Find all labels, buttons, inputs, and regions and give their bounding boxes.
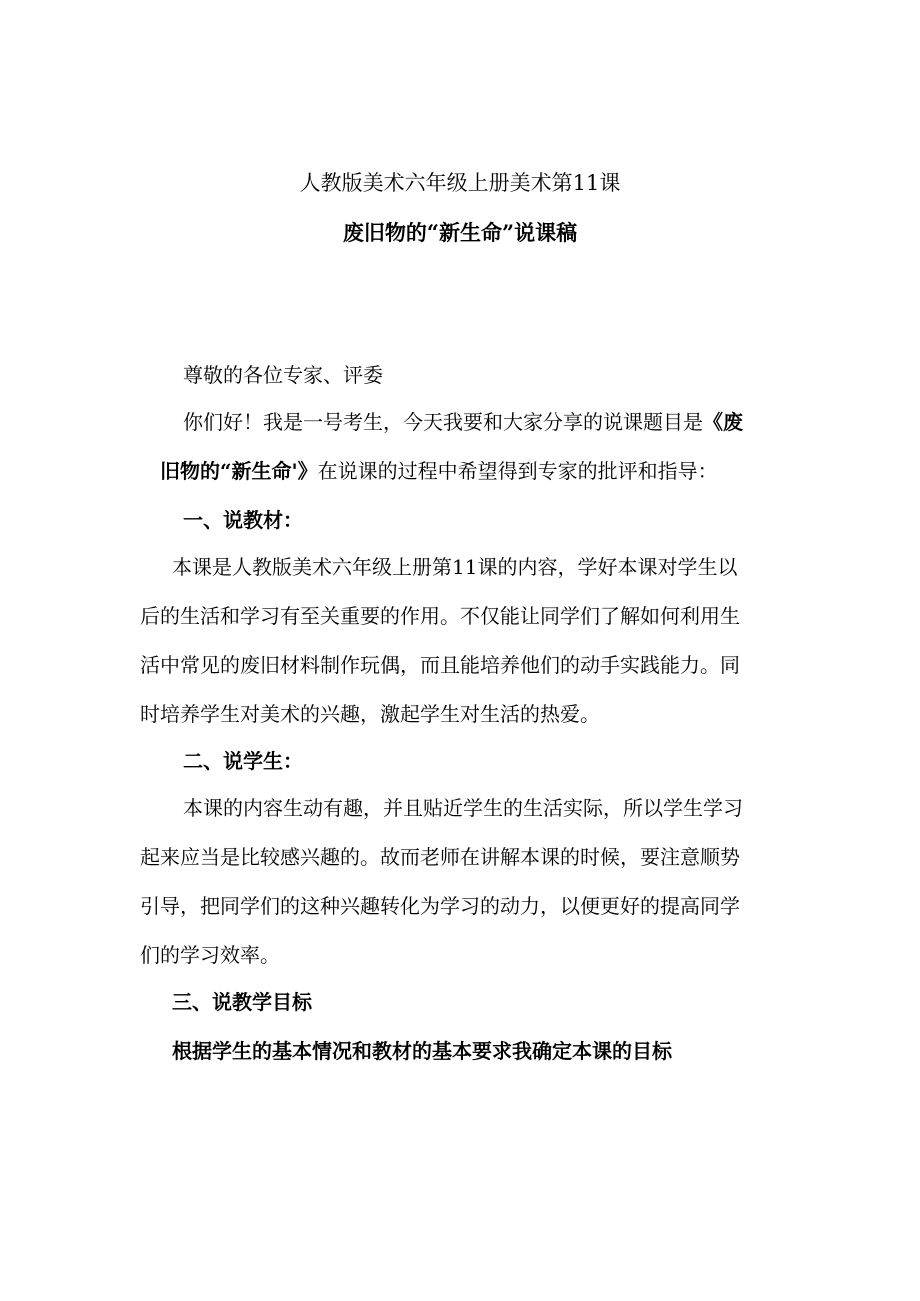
lesson-title-start: 《废 bbox=[703, 410, 743, 434]
paragraph-line: 活中常见的废旧材料制作玩偶，而且能培养他们的动手实践能力。同 bbox=[140, 653, 740, 677]
intro-paragraph-line-1 bbox=[183, 407, 743, 437]
intro-text-end: 在说课的过程中希望得到专家的批评和指导： bbox=[317, 459, 718, 483]
intro-paragraph-line-2 bbox=[160, 456, 718, 486]
paragraph-line: 引导，把同学们的这种兴趣转化为学习的动力，以便更好的提高同学 bbox=[140, 894, 740, 918]
document-title: 人教版美术六年级上册美术第11课 bbox=[299, 171, 621, 195]
paragraph-line: 起来应当是比较感兴趣的。故而老师在讲解本课的时候，要注意顺势 bbox=[140, 845, 740, 869]
paragraph-line: 根据学生的基本情况和教材的基本要求我确定本课的目标 bbox=[172, 1039, 672, 1063]
paragraph-line: 本课的内容生动有趣，并且贴近学生的生活实际，所以学生学习 bbox=[183, 796, 743, 820]
greeting: 尊敬的各位专家、评委 bbox=[183, 363, 383, 387]
paragraph-line: 时培养学生对美术的兴趣，激起学生对生活的热爱。 bbox=[140, 702, 600, 726]
paragraph-line: 后的生活和学习有至关重要的作用。不仅能让同学们了解如何利用生 bbox=[140, 604, 740, 628]
intro-text: 你们好！我是一号考生，今天我要和大家分享的说课题目是 bbox=[183, 410, 703, 434]
section-heading-objectives: 三、说教学目标 bbox=[172, 990, 312, 1014]
paragraph-line: 本课是人教版美术六年级上册第11课的内容，学好本课对学生以 bbox=[172, 555, 738, 579]
section-heading-textbook: 一、说教材： bbox=[183, 508, 303, 532]
lesson-title-end: 旧物的“新生命'》 bbox=[160, 459, 318, 483]
section-heading-students: 二、说学生： bbox=[183, 749, 303, 773]
paragraph-line: 们的学习效率。 bbox=[140, 943, 280, 967]
document-subtitle: 废旧物的“新生命”说课稿 bbox=[342, 220, 578, 245]
